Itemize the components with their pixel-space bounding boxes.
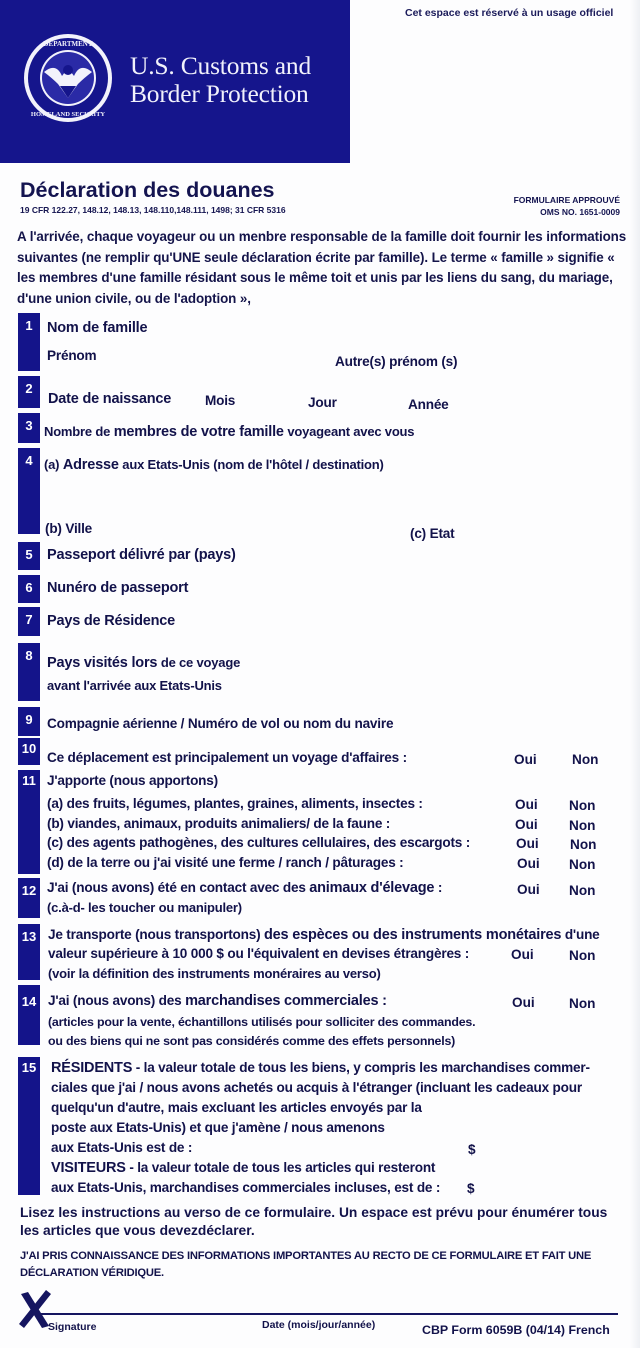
omb-number: OMS NO. 1651-0009 (540, 207, 620, 217)
item-a-label: (a) des fruits, légumes, plantes, graines, aliments, insectes : (47, 796, 423, 811)
agency-name-line1: U.S. Customs and (130, 51, 311, 80)
form-title: Déclaration des douanes (20, 178, 275, 202)
item-b-yes[interactable]: Oui (515, 817, 538, 832)
signature-line[interactable] (30, 1313, 618, 1315)
residents-line5: aux Etats-Unis est de : (51, 1140, 193, 1155)
item-c-yes[interactable]: Oui (516, 836, 539, 851)
family-members-label-b: membres de votre famille (113, 424, 284, 440)
residents-line1 (51, 1060, 590, 1076)
dob-day-field[interactable]: Jour (308, 395, 337, 410)
countries-visited-keyword: Pays visités lors (47, 655, 158, 671)
currency-line3: (voir la définition des instruments monéraires au verso) (48, 966, 381, 981)
dob-month-field[interactable]: Mois (205, 393, 236, 408)
address-prefix: (a) (44, 457, 60, 472)
business-trip-yes[interactable]: Oui (514, 752, 537, 767)
approval-block (514, 194, 620, 218)
cfr-references: 19 CFR 122.27, 148.12, 148.13, 148.110,148.111, 1498; 31 CFR 5316 (20, 205, 286, 215)
passport-number-label[interactable]: Nunéro de passeport (47, 580, 189, 596)
item-b-no[interactable]: Non (569, 818, 596, 833)
dob-label: Date de naissance (48, 391, 172, 407)
svg-text:DEPARTMENT: DEPARTMENT (43, 40, 93, 48)
residents-line3: quelqu'un d'autre, mais excluant les articles envoyés par la (51, 1100, 422, 1115)
dhs-seal-icon (22, 32, 114, 124)
residents-heading: RÉSIDENTS (51, 1060, 133, 1076)
item-d-yes[interactable]: Oui (517, 856, 540, 871)
state-label[interactable]: (c) Etat (410, 526, 455, 541)
field-number-5: 5 (18, 542, 40, 570)
read-instructions-note: Lisez les instructions au verso de ce formulaire. Un espace est prévu pour énumérer tous les articles que vous devezdéclarer. (20, 1205, 608, 1238)
family-members-label-c: voyageant avec vous (287, 424, 415, 439)
field-number-4: 4 (18, 448, 40, 534)
currency-no[interactable]: Non (569, 948, 596, 963)
visitors-line2: aux Etats-Unis, marchandises commerciales incluses, est de : (51, 1180, 441, 1195)
field-number-1: 1 (18, 313, 40, 371)
countries-visited-suffix: de ce voyage (160, 655, 241, 670)
official-use-note: Cet espace est réservé à un usage officiel (405, 7, 614, 19)
certification-statement: J'AI PRIS CONNAISSANCE DES INFORMATIONS IMPORTANTES AU RECTO DE CE FORMULAIRE ET FAIT UNE DÉCLARATION VÉRIDIQUE. (20, 1250, 592, 1279)
commercial-goods-label (48, 993, 387, 1009)
dob-year-field[interactable]: Année (408, 397, 449, 412)
field-number-2: 2 (18, 376, 40, 408)
field-number-3: 3 (18, 413, 40, 443)
intro-paragraph: A l'arrivée, chaque voyageur ou un menbre responsable de la famille doit fournir les informations suivantes (ne remplir qu'UNE seule déclaration écrite par famille). Le terme « famille » signifie « les membres d'une famille résidant sous le même toit et unis par les liens du sang, du mariage, d'une union civile, ou de l'adoption », (17, 229, 627, 306)
field-number-14: 14 (18, 985, 40, 1045)
address-hint: aux Etats-Unis (nom de l'hôtel / destination) (122, 457, 384, 472)
other-names-label[interactable]: Autre(s) prénom (s) (335, 354, 458, 369)
field-number-9: 9 (18, 707, 40, 736)
commercial-line3: ou des biens qui ne sont pas considérés comme des effets personnels) (48, 1034, 456, 1048)
agency-name (130, 52, 311, 108)
field-number-10: 10 (18, 738, 40, 765)
field-number-7: 7 (18, 607, 40, 636)
business-trip-no[interactable]: Non (572, 752, 599, 767)
field-number-8: 8 (18, 643, 40, 701)
svg-text:HOMELAND SECURITY: HOMELAND SECURITY (30, 111, 106, 118)
currency-label-a: Je transporte (nous transportons) (48, 927, 261, 942)
signature-label: Signature (48, 1321, 97, 1333)
currency-line2: valeur supérieure à 10 000 $ ou l'équivalent en devises étrangères : (48, 946, 470, 961)
passport-issuer-label[interactable]: Passeport délivré par (pays) (47, 547, 236, 563)
last-name-label[interactable]: Nom de famille (47, 320, 148, 336)
first-name-label[interactable]: Prénom (47, 348, 97, 363)
item-a-yes[interactable]: Oui (515, 797, 538, 812)
residents-line4: poste aux Etats-Unis) et que j'amène / nous amenons (51, 1120, 385, 1135)
item-c-label: (c) des agents pathogènes, des cultures cellulaires, des escargots : (47, 835, 471, 850)
commercial-no[interactable]: Non (569, 996, 596, 1011)
visitors-value-currency[interactable]: $ (467, 1181, 475, 1196)
currency-label-c: d'une (564, 927, 600, 942)
family-members-label[interactable] (44, 424, 414, 440)
currency-label-b: des espèces ou des instruments monétaires (264, 927, 562, 943)
countries-visited-label[interactable] (47, 655, 240, 671)
page-edge-shadow (630, 0, 640, 1348)
currency-yes[interactable]: Oui (511, 947, 534, 962)
us-address-label[interactable] (44, 457, 384, 473)
item-c-no[interactable]: Non (570, 837, 597, 852)
field-number-15: 15 (18, 1057, 40, 1195)
livestock-no[interactable]: Non (569, 883, 596, 898)
visitors-heading: VISITEURS (51, 1160, 126, 1176)
field-number-13: 13 (18, 924, 40, 980)
commercial-line2: (articles pour la vente, échantillons utilisés pour solliciter des commandes. (48, 1015, 476, 1029)
countries-visited-line2: avant l'arrivée aux Etats-Unis (47, 678, 222, 693)
item-d-label: (d) de la terre ou j'ai visité une ferme / ranch / pâturages : (47, 855, 404, 870)
family-members-label-a: Nombre de (44, 424, 111, 439)
address-keyword: Adresse (62, 457, 119, 473)
livestock-label-b: animaux d'élevage (309, 880, 435, 896)
date-label: Date (mois/jour/année) (262, 1319, 376, 1331)
commercial-label-b: marchandises commerciales : (185, 993, 387, 1009)
livestock-label-c: : (437, 880, 443, 895)
agency-name-line2: Border Protection (130, 79, 309, 108)
city-label[interactable]: (b) Ville (45, 521, 93, 536)
visitors-text-1: - la valeur totale de tous les articles qui resteront (125, 1160, 436, 1175)
livestock-yes[interactable]: Oui (517, 882, 540, 897)
form-identifier: CBP Form 6059B (04/14) French (422, 1323, 610, 1337)
currency-label (48, 927, 600, 943)
field-number-12: 12 (18, 878, 40, 918)
bringing-items-label: J'apporte (nous apportons) (47, 773, 218, 788)
residence-country-label[interactable]: Pays de Résidence (47, 613, 175, 629)
field-number-6: 6 (18, 575, 40, 603)
item-d-no[interactable]: Non (569, 857, 596, 872)
livestock-contact-label (47, 880, 442, 896)
field-number-11: 11 (18, 770, 40, 874)
carrier-flight-label[interactable]: Compagnie aérienne / Numéro de vol ou nom du navire (47, 716, 394, 731)
visitors-line1 (51, 1160, 435, 1176)
residents-value-currency[interactable]: $ (468, 1142, 476, 1157)
residents-text-1: - la valeur totale de tous les biens, y compris les marchandises commer- (132, 1060, 590, 1075)
livestock-label-a: J'ai (nous avons) été en contact avec des (47, 880, 306, 895)
business-trip-label: Ce déplacement est principalement un voyage d'affaires : (47, 750, 407, 765)
commercial-yes[interactable]: Oui (512, 995, 535, 1010)
commercial-label-a: J'ai (nous avons) des (48, 993, 182, 1008)
item-b-label: (b) viandes, animaux, produits animaliers/ de la faune : (47, 816, 391, 831)
livestock-sub: (c.à-d- les toucher ou manipuler) (47, 900, 242, 915)
item-a-no[interactable]: Non (569, 798, 596, 813)
residents-line2: ciales que j'ai / nous avons achetés ou acquis à l'étranger (incluant les cadeaux pour (51, 1080, 582, 1095)
approved-label: FORMULAIRE APPROUVÉ (513, 195, 620, 205)
